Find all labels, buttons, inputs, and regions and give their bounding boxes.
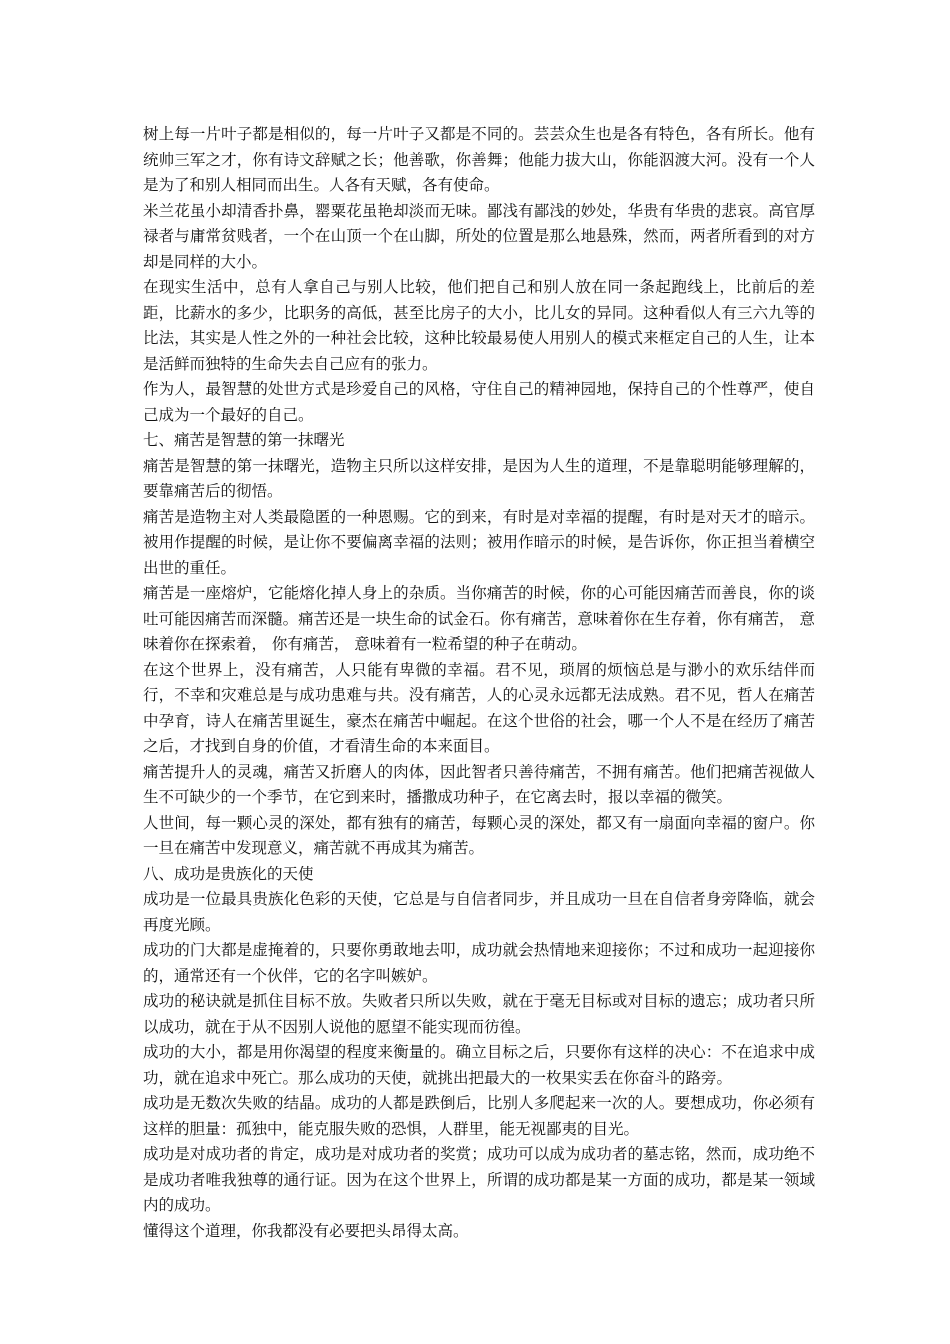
document-body (143, 122, 815, 1244)
paragraph-success-affirmation: 成功是对成功者的肯定，成功是对成功者的奖赏；成功可以成为成功者的墓志铭，然而，成功绝不是成功者唯我独尊的通行证。因为在这个世界上，所谓的成功都是某一方面的成功，都是某一领域内的成功。 (143, 1145, 815, 1214)
paragraph-pain-world: 在这个世界上，没有痛苦，人只能有卑微的幸福。君不见，琐屑的烦恼总是与渺小的欢乐结伴而行，不幸和灾难总是与成功患难与共。没有痛苦，人的心灵永远都无法成熟。君不见，哲人在痛苦中孕育，诗人在痛苦里诞生，豪杰在痛苦中崛起。在这个世俗的社会，哪一个人不是在经历了痛苦之后，才找到自身的价值，才看清生命的本来面目。 (143, 660, 815, 755)
paragraph-pain-soul: 痛苦提升人的灵魂，痛苦又折磨人的肉体，因此智者只善待痛苦，不拥有痛苦。他们把痛苦视做人生不可缺少的一个季节，在它到来时，播撒成功种子，在它离去时，报以幸福的微笑。 (143, 762, 815, 806)
paragraph-leaves: 树上每一片叶子都是相似的，每一片叶子又都是不同的。芸芸众生也是各有特色，各有所长。他有统帅三军之才，你有诗文辞赋之长；他善歌，你善舞；他能力拔大山，你能泅渡大河。没有一个人是为了和别人相同而出生。人各有天赋，各有使命。 (143, 125, 815, 194)
paragraph-pain-gift: 痛苦是造物主对人类最隐匿的一种恩赐。它的到来，有时是对幸福的提醒，有时是对天才的暗示。被用作提醒的时候，是让你不要偏离幸福的法则；被用作暗示的时候，是告诉你，你正担当着横空出世的重任。 (143, 507, 815, 577)
paragraph-flowers: 米兰花虽小却清香扑鼻，罂粟花虽艳却淡而无味。鄙浅有鄙浅的妙处，华贵有华贵的悲哀。高官厚禄者与庸常贫贱者，一个在山顶一个在山脚，所处的位置是那么地悬殊，然而，两者所看到的对方却是同样的大小。 (143, 201, 815, 271)
paragraph-comparison: 在现实生活中，总有人拿自己与别人比较，他们把自己和别人放在同一条起跑线上，比前后的差距，比薪水的多少，比职务的高低，甚至比房子的大小，比儿女的异同。这种看似人有三六九等的比法，其实是人性之外的一种社会比较，这种比较最易使人用别人的模式来框定自己的人生，让本是活鲜而独特的生命失去自己应有的张力。 (143, 278, 815, 373)
section-heading-8: 八、成功是贵族化的天使 (143, 864, 314, 883)
paragraph-wisdom-style: 作为人，最智慧的处世方式是珍爱自己的风格，守住自己的精神园地，保持自己的个性尊严，使自己成为一个最好的自己。 (143, 380, 815, 424)
paragraph-success-angel: 成功是一位最具贵族化色彩的天使，它总是与自信者同步，并且成功一旦在自信者身旁降临，就会再度光顾。 (143, 890, 815, 934)
paragraph-pain-window: 人世间，每一颗心灵的深处，都有独有的痛苦，每颗心灵的深处，都又有一扇面向幸福的窗户。你一旦在痛苦中发现意义，痛苦就不再成其为痛苦。 (143, 813, 815, 857)
paragraph-success-failure: 成功是无数次失败的结晶。成功的人都是跌倒后，比别人多爬起来一次的人。要想成功，你必须有这样的胆量：孤独中，能克服失败的恐惧，人群里，能无视鄙夷的目光。 (143, 1094, 815, 1138)
paragraph-success-size: 成功的大小，都是用你渴望的程度来衡量的。确立目标之后，只要你有这样的决心：不在追求中成功，就在追求中死亡。那么成功的天使，就挑出把最大的一枚果实丢在你奋斗的路旁。 (143, 1043, 815, 1087)
paragraph-success-secret: 成功的秘诀就是抓住目标不放。失败者只所以失败，就在于毫无目标或对目标的遗忘；成功者只所以成功，就在于从不因别人说他的愿望不能实现而彷徨。 (143, 992, 815, 1036)
paragraph-success-door: 成功的门大都是虚掩着的，只要你勇敢地去叩，成功就会热情地来迎接你；不过和成功一起迎接你的，通常还有一个伙伴，它的名字叫嫉妒。 (143, 941, 815, 985)
paragraph-pain-dawn: 痛苦是智慧的第一抹曙光，造物主只所以这样安排，是因为人生的道理，不是靠聪明能够理解的，要靠痛苦后的彻悟。 (143, 456, 815, 500)
paragraph-pain-furnace: 痛苦是一座熔炉，它能熔化掉人身上的杂质。当你痛苦的时候，你的心可能因痛苦而善良，你的谈吐可能因痛苦而深髓。痛苦还是一块生命的试金石。你有痛苦，意味着你在生存着，你有痛苦， 意味着你在探索着， 你有痛苦， 意味着有一粒希望的种子在萌动。 (143, 584, 815, 653)
section-heading-7: 七、痛苦是智慧的第一抹曙光 (143, 431, 345, 449)
paragraph-closing: 懂得这个道理，你我都没有必要把头昂得太高。 (143, 1221, 469, 1240)
